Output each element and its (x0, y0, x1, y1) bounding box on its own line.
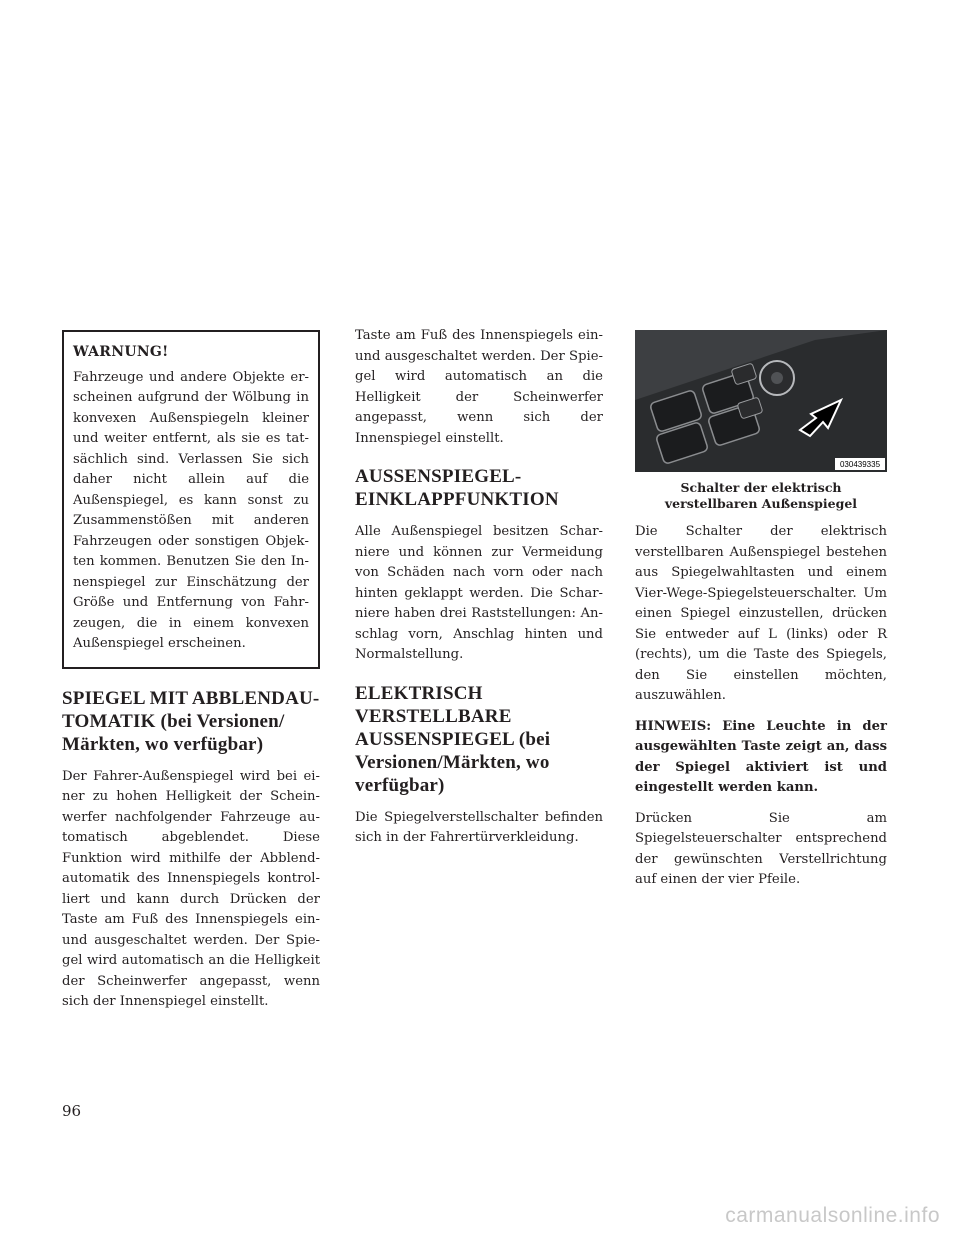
watermark: carmanualsonline.info (725, 1204, 940, 1227)
figure-code: 030439335 (839, 460, 881, 469)
section-paragraph-fold: Alle Außenspiegel besitzen Scharniere und können zur Vermeidung von Schäden nach vorn oder nach hinten geklappt werden. Die Scharniere haben drei Raststellungen: Anschlag vorn, Anschlag hinten und Normalstellung. (355, 524, 603, 662)
dimming-text-part: Der Fahrer-Außenspiegel wird bei einer zu hohen Helligkeit der Scheinwerfer nachfolgender Fahrzeuge automatisch abgeblendet. Diese Funktion wird mithilfe der Abblendautomatik des Innenspiegels kontrolliert und kann durch Drücken der Taste am Fuß des Innenspiegels ein- und ausgeschaltet werden. Der Spiegel wird automatisch an die Helligkeit der Scheinwerfer angepasst, wenn sich der Innenspiegel einstellt. (62, 768, 320, 1009)
dimming-continued: Taste am Fuß des Innenspiegels ein- und ausgeschaltet werden. Der Spiegel wird automatisch an die Helligkeit der Scheinwerfer angepasst, wenn sich der Innenspiegel einstellt. (355, 328, 603, 446)
warning-text: Fahrzeuge und andere Objekte erscheinen aufgrund der Wölbung in konvexen Außenspiegeln kleiner und weiter entfernt, als sie es tatsächlich sind. Verlassen Sie sich daher nicht allein auf die Außenspiegel, es kann sonst zu Zusammenstößen mit anderen Fahrzeugen oder sonstigen Objekten kommen. Benutzen Sie den Innenspiegel zur Einschätzung der Größe und Entfernung von Fahrzeugen, die in einem konvexen Außenspiegel erscheinen. (73, 369, 309, 651)
mirror-switch-photo (635, 330, 887, 472)
note-hinweis: HINWEIS: Eine Leuchte in der ausgewählten Taste zeigt an, dass der Spiegel aktiviert ist und eingestellt werden kann. (635, 718, 887, 795)
section-heading-power-mirrors: ELEKTRISCH VERSTELLBARE AUSSENSPIEGEL (bei Versionen/Märkten, wo verfügbar) (355, 682, 551, 796)
warning-title: WARNUNG! (73, 344, 169, 360)
warning-box (62, 330, 320, 669)
column-left (62, 330, 320, 1009)
column-middle (355, 330, 603, 859)
section-paragraph-power-mirrors: Die Spiegelverstellschalter befinden sich in der Fahrertürverkleidung. (355, 809, 603, 845)
section-heading-fold: AUSSENSPIEGEL- EINKLAPPFUNKTION (355, 466, 559, 510)
column-right (635, 330, 887, 901)
col3-paragraph-1: Die Schalter der elektrisch verstellbaren Außenspiegel bestehen aus Spiegelwahltasten und einem Vier-Wege-Spiegelsteuerschalter. Um einen Spiegel einzustellen, drücken Sie entweder auf L (links) oder R (rechts), um die Taste des Spiegels, den Sie einstellen möchten, auszuwählen. (635, 524, 887, 703)
section-heading-dimming-mirror: SPIEGEL MIT ABBLENDAU- TOMATIK (bei Versionen/ Märkten, wo verfügbar) (62, 687, 320, 755)
col3-paragraph-2: Drücken Sie am Spiegelsteuerschalter entsprechend der gewünschten Verstellrichtung auf einen der vier Pfeile. (635, 810, 887, 887)
page-number: 96 (62, 1102, 82, 1120)
section-paragraph-dimming-mirror (62, 767, 320, 1009)
door-panel-illustration (635, 330, 887, 472)
figure-caption: Schalter der elektrisch verstellbaren Außenspiegel (664, 480, 858, 511)
